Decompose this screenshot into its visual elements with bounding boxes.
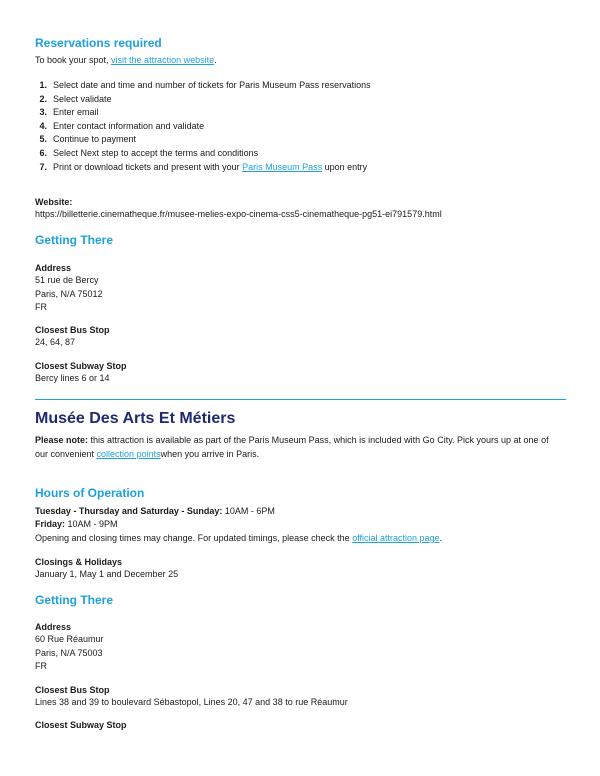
bus-stop-label: Closest Bus Stop (35, 325, 110, 335)
list-item: 2. Select validate (39, 93, 112, 104)
closings-value: January 1, May 1 and December 25 (35, 569, 179, 579)
intro-text: To book your spot, (35, 55, 112, 65)
reservation-steps (35, 79, 567, 174)
section-divider (35, 399, 566, 400)
museum-note-line2: our convenient collection pointswhen you arrive in Paris. (35, 449, 260, 459)
closings-label: Closings & Holidays (35, 557, 123, 567)
getting-there-heading: Getting There (35, 233, 114, 247)
website-url: https://billetterie.cinematheque.fr/musee-melies-expo-cinema-css5-cinematheque-pg51-ei791579.html (35, 209, 442, 219)
list-item: 4. Enter contact information and validate (39, 120, 205, 131)
address-label: Address (35, 622, 72, 632)
bus-stop-label: Closest Bus Stop (35, 685, 110, 695)
page-title: Musée Des Arts Et Métiers (35, 410, 236, 427)
collection-points-link[interactable]: collection points (96, 449, 161, 459)
address-line: FR (35, 661, 47, 671)
bus-stop-value: Lines 38 and 39 to boulevard Sébastopol, Lines 20, 47 and 38 to rue Réaumur (35, 697, 348, 707)
website-label: Website: (35, 197, 73, 207)
getting-there-heading: Getting There (35, 593, 114, 607)
list-item: 3. Enter email (39, 107, 99, 118)
hours-heading: Hours of Operation (35, 486, 145, 500)
official-attraction-page-link[interactable]: official attraction page (352, 533, 440, 543)
address-line: 51 rue de Bercy (35, 275, 99, 285)
hours-row: Friday: 10AM - 9PM (35, 519, 118, 529)
subway-stop-value: Bercy lines 6 or 14 (35, 373, 110, 383)
subway-stop-label: Closest Subway Stop (35, 361, 127, 371)
hours-row: Tuesday - Thursday and Saturday - Sunday: 10AM - 6PM (35, 506, 275, 516)
reservations-intro (35, 54, 217, 68)
address-label: Address (35, 263, 72, 273)
hours-note: Opening and closing times may change. For updated timings, please check the official attraction page. (35, 533, 443, 543)
intro-suffix: . (214, 55, 217, 65)
attraction-website-link[interactable]: visit the attraction website (111, 55, 215, 65)
list-item: 5. Continue to payment (39, 134, 137, 145)
address-line: Paris, N/A 75003 (35, 648, 103, 658)
paris-museum-pass-link[interactable]: Paris Museum Pass (242, 161, 323, 172)
address-line: 60 Rue Réaumur (35, 634, 104, 644)
address-line: Paris, N/A 75012 (35, 289, 103, 299)
reservations-heading: Reservations required (35, 36, 162, 50)
list-item: 7. Print or download tickets and present with your Paris Museum Pass upon entry (39, 161, 368, 172)
address-line: FR (35, 302, 47, 312)
subway-stop-label: Closest Subway Stop (35, 720, 127, 730)
note-label: Please note: (35, 435, 89, 445)
list-item: 1. Select date and time and number of tickets for Paris Museum Pass reservations (39, 80, 371, 90)
bus-stop-value: 24, 64, 87 (35, 337, 76, 347)
list-item: 6. Select Next step to accept the terms and conditions (39, 147, 259, 158)
museum-note: Please note: this attraction is available as part of the Paris Museum Pass, which is included with Go City. Pick yours up at one of (35, 435, 549, 445)
